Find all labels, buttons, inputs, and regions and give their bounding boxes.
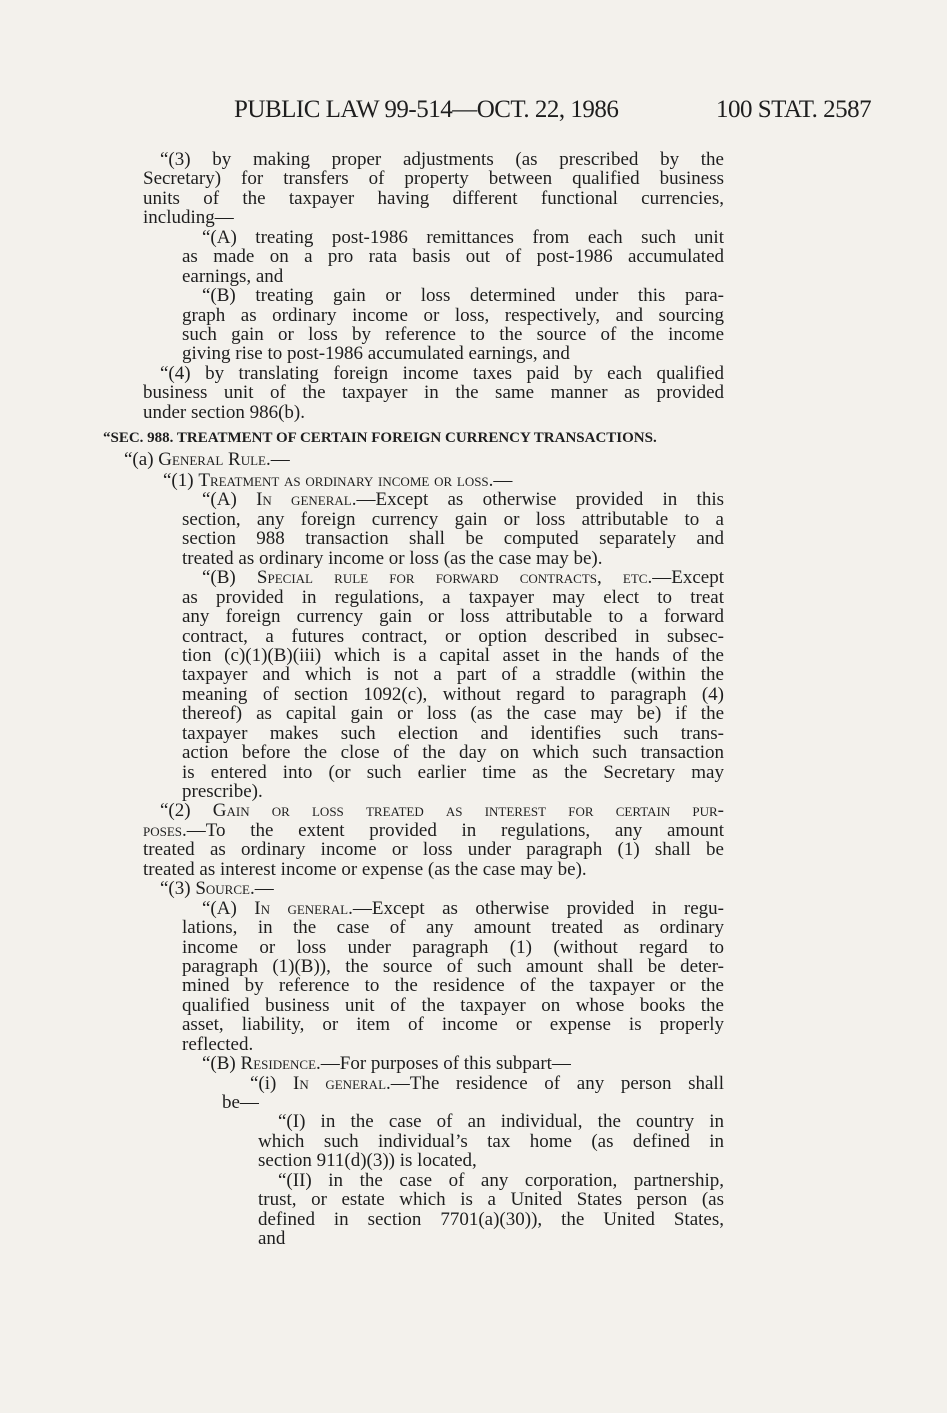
text-line: treated as ordinary income or loss under paragraph (1) shall be	[143, 839, 724, 861]
text-run: —The residence of any person shall	[390, 1072, 724, 1094]
text-line: trust, or estate which is a United States person (as	[258, 1189, 724, 1211]
provision-heading: Special rule for forward contracts, etc.	[256, 567, 653, 589]
provision-sub	[0, 286, 947, 364]
text-line: Secretary) for transfers of property between qualified business	[143, 168, 724, 190]
provision-para	[0, 879, 947, 898]
text-line	[202, 490, 724, 509]
text-run: —Except as otherwise provided in regu-	[352, 897, 725, 919]
page-number: 100 STAT. 2587	[716, 96, 872, 123]
provision-heading: poses.	[143, 819, 187, 841]
provision-para	[0, 364, 947, 422]
text-line: contract, a futures contract, or option described in subsec-	[182, 625, 724, 647]
text-line: graph as ordinary income or loss, respectively, and sourcing	[182, 304, 724, 326]
text-run: —	[254, 878, 274, 900]
text-line: any foreign currency gain or loss attributable to a forward	[182, 606, 724, 628]
provision-sub	[0, 490, 947, 568]
text-line: meaning of section 1092(c), without regard to paragraph (4)	[182, 683, 724, 705]
text-line	[160, 801, 724, 820]
text-line: section 988 transaction shall be computed separately and	[182, 528, 724, 550]
text-run: —Except as otherwise provided in this	[356, 489, 724, 511]
text-run: “(B)	[202, 567, 257, 589]
text-run: “(3)	[160, 878, 196, 900]
text-run: “(A)	[202, 897, 255, 919]
text-line: units of the taxpayer having different functional currencies,	[143, 187, 724, 209]
text-line: “(A) treating post-1986 remittances from each such unit	[202, 226, 724, 248]
text-run: —Except	[652, 567, 724, 589]
text-line: asset, liability, or item of income or expense is properly	[182, 1014, 724, 1036]
text-line: defined in section 7701(a)(30)), the United States,	[258, 1208, 724, 1230]
text-line: “(I) in the case of an individual, the country in	[278, 1111, 724, 1133]
text-line: is entered into (or such earlier time as the Secretary may	[182, 761, 724, 783]
text-line: “SEC. 988. TREATMENT OF CERTAIN FOREIGN CURRENCY TRANSACTIONS.	[103, 430, 657, 447]
text-line: giving rise to post-1986 accumulated earnings, and	[182, 343, 570, 365]
text-line: business unit of the taxpayer in the same manner as provided	[143, 382, 724, 404]
text-line: under section 986(b).	[143, 401, 305, 423]
provision-subclause	[0, 1112, 947, 1170]
text-run: —To the extent provided in regulations, any amount	[186, 819, 724, 841]
text-line	[250, 1074, 724, 1093]
text-run: —For purposes of this subpart—	[320, 1053, 571, 1075]
text-line: “(4) by translating foreign income taxes paid by each qualified	[160, 362, 724, 384]
text-line: thereof) as capital gain or loss (as the case may be) if the	[182, 703, 724, 725]
provision-subclause	[0, 1171, 947, 1249]
text-line: earnings, and	[182, 265, 284, 287]
text-line: taxpayer makes such election and identifies such trans-	[182, 722, 724, 744]
text-line: “(II) in the case of any corporation, partnership,	[278, 1169, 724, 1191]
document-body	[0, 150, 947, 1249]
text-line	[202, 568, 724, 587]
provision-para	[0, 150, 947, 228]
text-line: treated as ordinary income or loss (as the case may be).	[182, 547, 603, 569]
text-line: as made on a pro rata basis out of post-1986 accumulated	[182, 246, 724, 268]
text-run: —	[493, 470, 513, 491]
text-line: such gain or loss by reference to the source of the income	[182, 323, 724, 345]
text-run: “(B)	[202, 1053, 241, 1075]
text-line	[202, 899, 724, 918]
text-line: action before the close of the day on which such transaction	[182, 742, 724, 764]
provision-heading: Residence.	[240, 1053, 321, 1075]
text-line: section, any foreign currency gain or loss attributable to a	[182, 508, 724, 530]
text-run: “(1)	[163, 470, 199, 491]
text-line: income or loss under paragraph (1) (without regard to	[182, 936, 724, 958]
provision-sub	[0, 899, 947, 1055]
provision-heading: Gain or loss treated as interest for certain pur-	[212, 800, 724, 822]
provision-heading: In general.	[293, 1072, 391, 1094]
text-line	[143, 821, 724, 840]
text-line: section 911(d)(3)) is located,	[258, 1150, 477, 1172]
text-line: treated as interest income or expense (as the case may be).	[143, 858, 587, 880]
provision-clause	[0, 1074, 947, 1113]
running-header-title: PUBLIC LAW 99-514—OCT. 22, 1986	[234, 96, 619, 123]
text-line: prescribe).	[182, 781, 263, 802]
provision-sub	[0, 568, 947, 801]
provision-para	[0, 801, 947, 879]
provision-heading: In general.	[256, 489, 357, 511]
text-line: be—	[222, 1092, 259, 1113]
provision-heading: Treatment as ordinary income or loss.	[198, 470, 494, 491]
text-run: —	[270, 448, 290, 470]
provision-paragraph-heading	[0, 471, 947, 490]
provision-heading: In general.	[254, 897, 353, 919]
provision-sub	[0, 1054, 947, 1073]
text-line: as provided in regulations, a taxpayer may elect to treat	[182, 586, 724, 608]
text-run: “(A)	[202, 489, 257, 511]
text-line: qualified business unit of the taxpayer on whose books the	[182, 994, 724, 1016]
text-line: “(3) by making proper adjustments (as prescribed by the	[160, 149, 724, 170]
text-line: and	[258, 1228, 286, 1250]
text-line: which such individual’s tax home (as defined in	[258, 1130, 724, 1152]
text-line: reflected.	[182, 1033, 254, 1055]
provision-heading: General Rule.	[158, 448, 271, 470]
text-line: “(B) treating gain or loss determined under this para-	[202, 285, 724, 307]
text-line: taxpayer and which is not a part of a straddle (within the	[182, 664, 724, 686]
text-line: lations, in the case of any amount treated as ordinary	[182, 917, 724, 939]
section-heading	[0, 429, 947, 448]
text-run: “(a)	[124, 448, 159, 470]
text-line	[163, 471, 724, 490]
text-line: tion (c)(1)(B)(iii) which is a capital asset in the hands of the	[182, 644, 724, 666]
text-run: “(2)	[160, 800, 213, 822]
provision-heading: Source.	[195, 878, 255, 900]
text-line: including—	[143, 207, 234, 229]
text-run: “(i)	[250, 1072, 293, 1094]
text-line	[202, 1054, 724, 1073]
text-line	[160, 879, 724, 898]
text-line: mined by reference to the residence of the taxpayer or the	[182, 975, 724, 997]
provision-subsection	[0, 450, 947, 469]
text-line: paragraph (1)(B)), the source of such amount shall be deter-	[182, 955, 724, 977]
provision-sub	[0, 228, 947, 286]
text-line	[124, 450, 724, 469]
